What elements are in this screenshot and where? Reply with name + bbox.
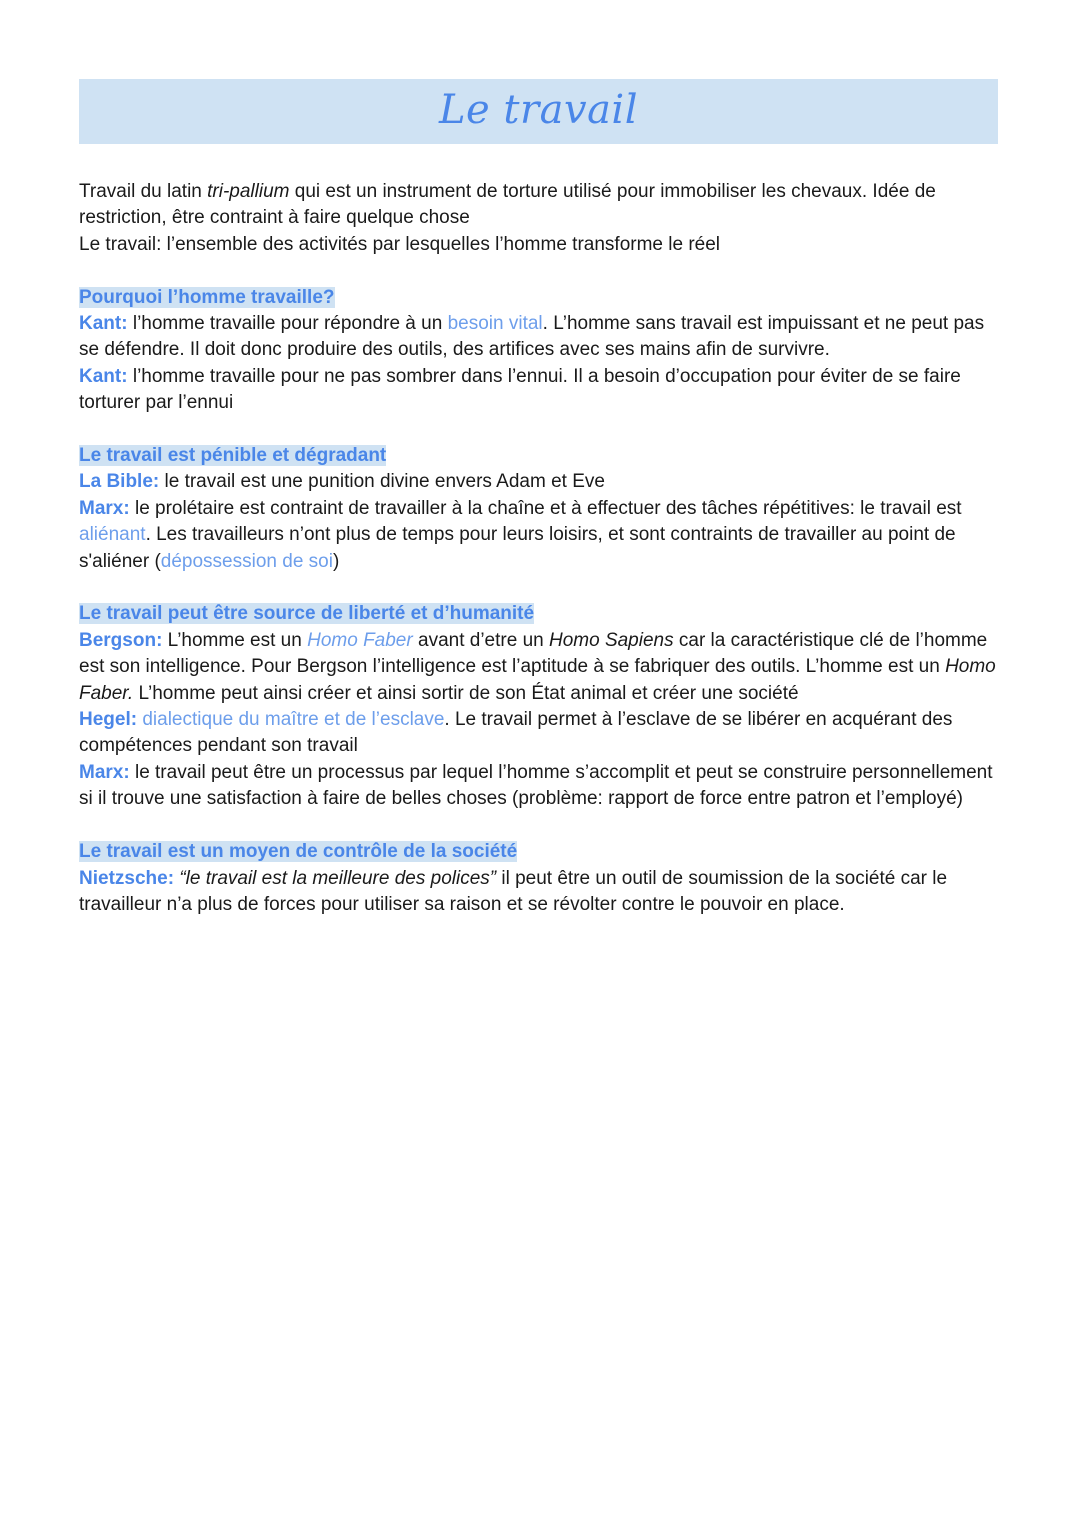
kant-paragraph-1: [79, 311, 1004, 364]
intro-text-continued: qui est un instrument de torture utilisé pour immobiliser les chevaux. Idée de restriction, être contraint à faire quelque chose: [79, 181, 936, 229]
body-text: . Les travailleurs n’ont plus de temps pour leurs loisirs, et sont contraints de travailler au point de s'aliéner (: [79, 524, 956, 572]
section-heading-1: [79, 285, 1004, 311]
term-link: dialectique du maître et de l’esclave: [142, 709, 445, 731]
body-text: l’homme travaille pour ne pas sombrer dans l’ennui. Il a besoin d’occupation pour éviter de se faire torturer par l’ennui: [79, 365, 961, 414]
body-text: . Le travail permet à l’esclave de se libérer en acquérant des compétences pendant son travail: [79, 709, 953, 757]
bergson-paragraph: [79, 628, 1004, 707]
author-label: Bergson:: [79, 629, 163, 651]
hegel-paragraph: [79, 707, 1004, 760]
document-body: [79, 179, 1004, 918]
author-label: Nietzsche:: [79, 867, 175, 889]
term-link: aliénant: [79, 524, 146, 546]
term-link: besoin vital: [447, 313, 543, 335]
body-text: le travail peut être un processus par lequel l’homme s’accomplit et peut se construire personnellement si il trouve une satisfaction à faire de belles choses (problème: rapport de force entre patron et l’employé): [79, 761, 993, 810]
body-text: L’homme peut ainsi créer et ainsi sortir de son État animal et créer une société: [133, 682, 799, 704]
body-text: . L’homme sans travail est impuissant et ne peut pas se défendre. Il doit donc produire des outils, des artifices avec ses mains afin de survivre.: [79, 313, 985, 361]
page-title: Le travail: [438, 87, 639, 133]
definition-paragraph: Le travail: l’ensemble des activités par lesquelles l’homme transforme le réel: [79, 233, 721, 255]
author-label: Kant:: [79, 313, 128, 335]
intro-text: Travail du latin: [79, 181, 208, 202]
heading-text: Pourquoi l’homme travaille?: [79, 286, 335, 308]
section-heading-3: [79, 601, 1004, 627]
section-heading-4: [79, 839, 1004, 865]
kant-paragraph-2: [79, 364, 1004, 417]
italic-term: Homo Sapiens: [548, 629, 674, 651]
intro-paragraph: [79, 179, 1004, 232]
marx-paragraph-2: [79, 760, 1004, 813]
heading-text: Le travail est un moyen de contrôle de la société: [79, 841, 518, 863]
latin-term: tri-pallium: [207, 181, 290, 202]
title-banner: [79, 79, 998, 144]
term-link: Homo Faber: [307, 629, 413, 651]
nietzsche-paragraph: [79, 866, 1004, 919]
author-label: Hegel:: [79, 709, 138, 731]
heading-text: Le travail est pénible et dégradant: [79, 445, 387, 467]
quote-text: “le travail est la meilleure des polices”: [179, 867, 497, 889]
author-label: La Bible:: [79, 471, 160, 493]
body-text: l’homme travaille pour répondre à un: [127, 313, 448, 335]
body-text: car la caractéristique clé de l’homme est son intelligence. Pour Bergson l’intelligence est l’aptitude à se fabriquer des outils. L’homme est un: [79, 629, 988, 678]
italic-term: Homo Faber.: [79, 656, 996, 704]
body-text: il peut être un outil de soumission de la société car le travailleur n’a plus de forces pour utiliser sa raison et se révolter contre le pouvoir en place.: [79, 867, 948, 915]
body-text: ): [332, 550, 340, 572]
heading-text: Le travail peut être source de liberté et d’humanité: [79, 603, 535, 625]
bible-paragraph: [79, 469, 1004, 495]
body-text: le prolétaire est contraint de travailler à la chaîne et à effectuer des tâches répétitives: le travail est: [129, 497, 962, 519]
author-label: Marx:: [79, 497, 130, 519]
section-heading-2: [79, 443, 1004, 469]
body-text: le travail est une punition divine envers Adam et Eve: [159, 471, 605, 493]
body-text: avant d’etre un: [412, 629, 549, 651]
author-label: Marx:: [79, 761, 130, 783]
marx-paragraph-1: [79, 496, 1004, 575]
term-link: dépossession de soi: [160, 550, 333, 572]
body-text: L’homme est un: [162, 629, 308, 651]
author-label: Kant:: [79, 365, 128, 387]
